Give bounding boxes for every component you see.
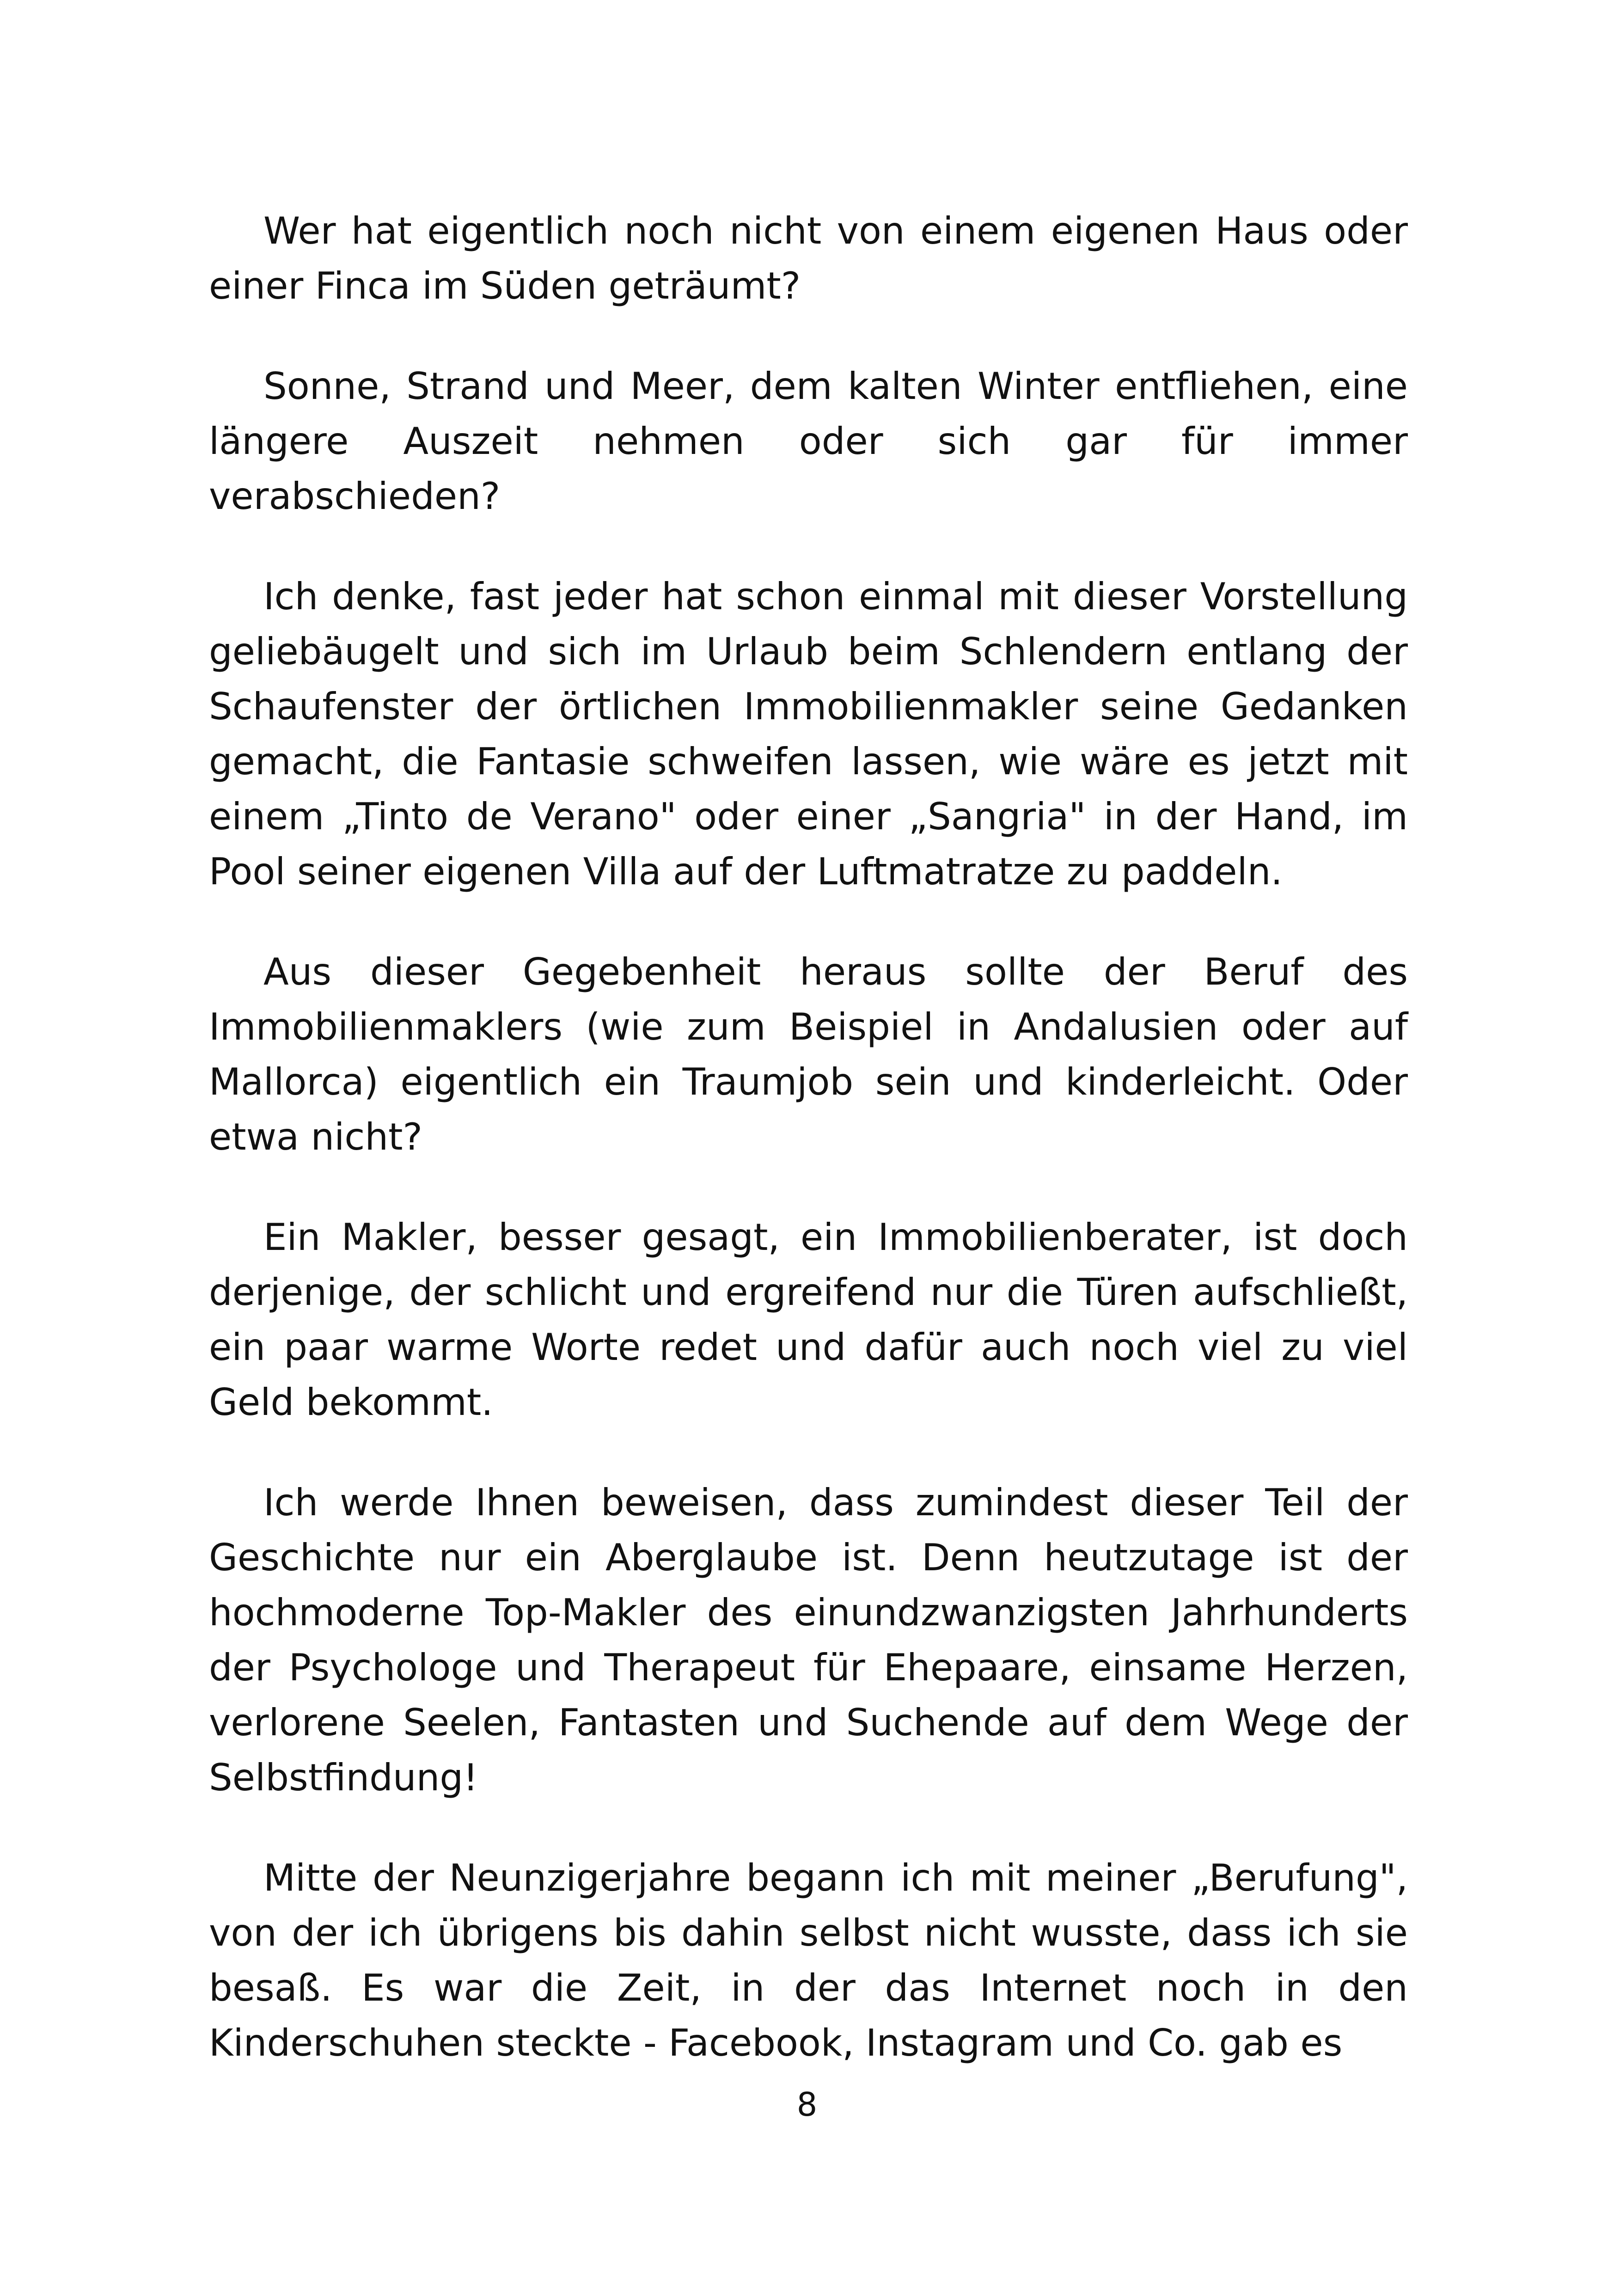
paragraph: Ich werde Ihnen beweisen, dass zumindest dieser Teil der Geschichte nur ein Aberglaube ist. Denn heutzutage ist der hochmoderne Top-Makler des einundzwanzigsten Jahrhunderts der Psychologe und Therapeut für Ehepaare, einsame Herzen, verlorene Seelen, Fantasten und Suchende auf dem Wege der Selbstfindung! bbox=[209, 1481, 1408, 1799]
paragraph: Ich denke, fast jeder hat schon einmal mit dieser Vorstellung geliebäugelt und sich im Urlaub beim Schlendern entlang der Schaufenster der örtlichen Immobilienmakler seine Gedanken gemacht, die Fantasie schweifen lassen, wie wäre es jetzt mit einem „Tinto de Verano" oder einer „Sangria" in der Hand, im Pool seiner eigenen Villa auf der Luftmatratze zu paddeln. bbox=[209, 575, 1408, 893]
paragraph: Wer hat eigentlich noch nicht von einem eigenen Haus oder einer Finca im Süden geträumt? bbox=[209, 209, 1408, 307]
paragraph: Aus dieser Gegebenheit heraus sollte der Beruf des Immobilienmaklers (wie zum Beispiel in Andalusien oder auf Mallorca) eigentlich ein Traumjob sein und kinderleicht. Oder etwa nicht? bbox=[209, 950, 1408, 1158]
paragraph: Ein Makler, besser gesagt, ein Immobilienberater, ist doch derjenige, der schlicht und ergreifend nur die Türen aufschließt, ein paar warme Worte redet und dafür auch noch viel zu viel Geld bekommt. bbox=[209, 1216, 1408, 1424]
body-text bbox=[209, 203, 1408, 2070]
page-number: 8 bbox=[796, 2086, 818, 2124]
paragraph: Sonne, Strand und Meer, dem kalten Winter entfliehen, eine längere Auszeit nehmen oder sich gar für immer verabschieden? bbox=[209, 365, 1408, 518]
paragraph: Mitte der Neunzigerjahre begann ich mit meiner „Berufung", von der ich übrigens bis dahin selbst nicht wusste, dass ich sie besaß. Es war die Zeit, in der das Internet noch in den Kinderschuhen steckte - Facebook, Instagram und Co. gab es bbox=[209, 1856, 1408, 2064]
